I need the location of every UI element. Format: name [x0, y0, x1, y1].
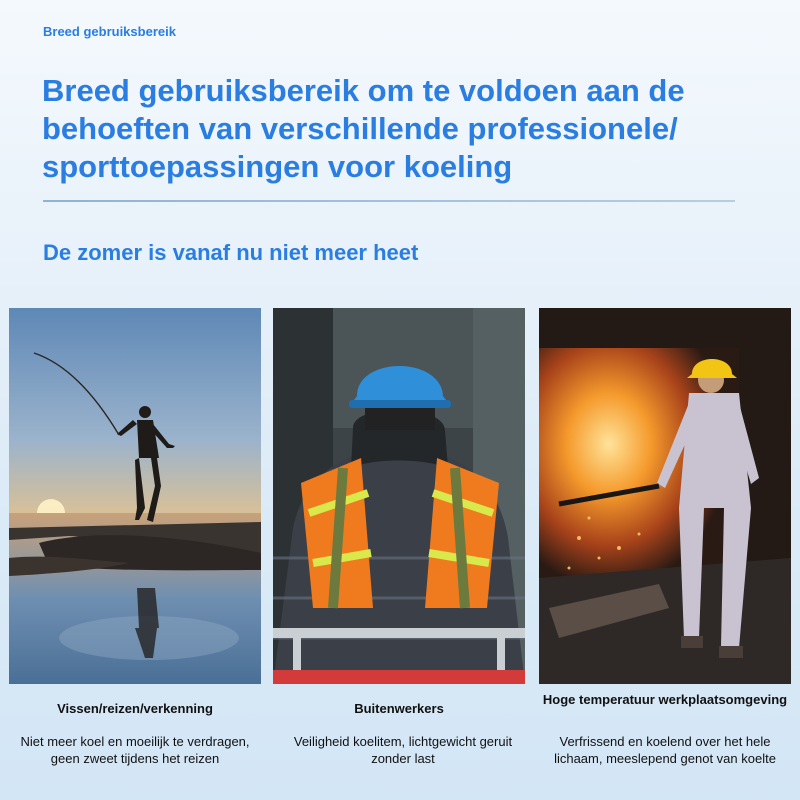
panel-description-outdoor: Veiligheid koelitem, lichtgewicht geruit zonder last: [293, 734, 513, 766]
panel-title-outdoor: Buitenwerkers: [354, 701, 444, 716]
panel-description-hightemp: Verfrissend en koelend over het hele lichaam, meeslepend genot van koelte: [554, 734, 776, 766]
fisherman-sunset-photo: [9, 308, 261, 684]
panel-title-fishing: Vissen/reizen/verkenning: [57, 701, 213, 716]
page-title: Breed gebruiksbereik om te voldoen aan de behoeften van verschillende professionele/ sporttoepassingen voor koeling: [42, 73, 685, 184]
page-subtitle: De zomer is vanaf nu niet meer heet: [43, 240, 419, 265]
panel-title-hightemp: Hoge temperatuur werkplaatsomgeving: [542, 692, 788, 707]
furnace-worker-photo: [539, 308, 791, 684]
construction-worker-photo: [273, 308, 525, 684]
section-tag: Breed gebruiksbereik: [43, 24, 176, 39]
title-divider: [43, 200, 735, 202]
panel-description-fishing: Niet meer koel en moeilijk te verdragen, geen zweet tijdens het reizen: [20, 734, 250, 766]
